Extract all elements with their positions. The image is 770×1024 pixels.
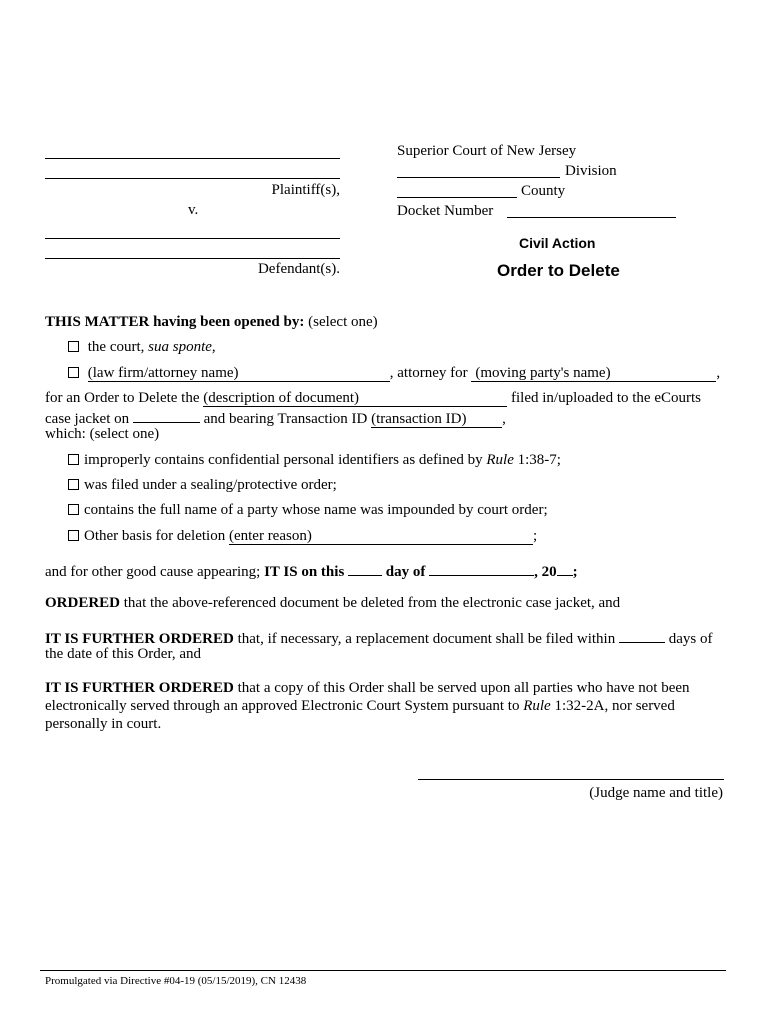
checkbox-reason-4[interactable] xyxy=(68,530,79,541)
transaction-id-field[interactable] xyxy=(371,412,502,428)
reason-4-text-b: ; xyxy=(532,528,538,544)
order-text-3: case jacket on xyxy=(45,411,133,427)
order-text-4: and bearing Transaction ID xyxy=(199,411,372,427)
further-1-lead: IT IS FURTHER ORDERED xyxy=(45,631,234,647)
docket-label: Docket Number xyxy=(397,203,494,219)
order-text-2: filed in/uploaded to the eCourts xyxy=(507,390,701,406)
checkbox-reason-2[interactable] xyxy=(68,479,79,490)
defendant-line-2[interactable] xyxy=(45,258,340,259)
order-line-3: which: (select one) xyxy=(45,426,160,442)
further-2-line-2 xyxy=(45,698,675,715)
docket-field[interactable] xyxy=(507,217,676,218)
division-label: Division xyxy=(565,163,617,179)
reason-1 xyxy=(68,452,561,469)
attorney-name-field[interactable] xyxy=(88,366,390,382)
opening-lead-rest: (select one) xyxy=(304,314,378,330)
judge-signature-line[interactable] xyxy=(418,779,724,780)
option-attorney xyxy=(68,365,720,382)
court-name: Superior Court of New Jersey xyxy=(397,143,577,159)
further-2-line-3: personally in court. xyxy=(45,716,162,732)
checkbox-court[interactable] xyxy=(68,341,79,352)
good-cause-d: , 20 xyxy=(534,564,557,580)
civil-action-label: Civil Action xyxy=(519,235,596,251)
option-court xyxy=(68,339,216,356)
reason-3 xyxy=(68,502,548,519)
further-1-line-2: the date of this Order, and xyxy=(45,646,202,662)
option-court-text-c: , xyxy=(211,339,216,355)
plaintiffs-label: Plaintiff(s), xyxy=(271,182,340,198)
opening-lead xyxy=(45,314,378,331)
plaintiff-line-2[interactable] xyxy=(45,178,340,179)
attorney-for-text: , attorney for xyxy=(389,365,472,381)
ordered-lead: ORDERED xyxy=(45,595,121,611)
checkbox-reason-3[interactable] xyxy=(68,504,79,515)
page-title: Order to Delete xyxy=(497,261,620,280)
further-2-lead: IT IS FURTHER ORDERED xyxy=(45,680,234,696)
other-reason-field[interactable] xyxy=(229,529,533,545)
reason-2 xyxy=(68,477,337,494)
option-court-text-b: sua sponte xyxy=(148,339,212,355)
further-1-line-1 xyxy=(45,628,712,648)
order-line-2 xyxy=(45,408,506,428)
checkbox-attorney[interactable] xyxy=(68,367,79,378)
order-line-1 xyxy=(45,390,701,407)
versus-label: v. xyxy=(188,202,199,218)
day-field[interactable] xyxy=(348,561,382,576)
checkbox-reason-1[interactable] xyxy=(68,454,79,465)
attorney-trailing-comma: , xyxy=(716,365,721,381)
order-text-5: , xyxy=(502,411,506,427)
footer-divider xyxy=(40,970,726,971)
document-description-field[interactable] xyxy=(203,391,507,407)
ordered-paragraph xyxy=(45,595,620,612)
option-court-text-a: the court, xyxy=(87,339,149,355)
further-2-rule: Rule xyxy=(523,698,551,714)
county-field[interactable] xyxy=(397,197,517,198)
ordered-text: that the above-referenced document be deleted from the electronic case jacket, and xyxy=(120,595,621,611)
good-cause-b: IT IS on this xyxy=(264,564,349,580)
transaction-id-placeholder: (transaction ID) xyxy=(371,411,467,427)
judge-signature-label: (Judge name and title) xyxy=(589,785,723,801)
case-jacket-date-field[interactable] xyxy=(133,408,200,423)
further-2-text-b: electronically served through an approved Electronic Court System pursuant to xyxy=(45,698,524,714)
other-reason-placeholder: (enter reason) xyxy=(228,528,312,544)
reason-1-text-a: improperly contains confidential personal identifiers as defined by xyxy=(84,452,487,468)
plaintiff-line-1[interactable] xyxy=(45,158,340,159)
days-field[interactable] xyxy=(619,628,665,643)
good-cause-c: day of xyxy=(382,564,430,580)
further-1-text-b: days of xyxy=(664,631,713,647)
further-2-text-c: 1:32-2A, nor served xyxy=(550,698,675,714)
reason-4 xyxy=(68,528,537,545)
reason-1-rule: Rule xyxy=(486,452,514,468)
opening-lead-bold: THIS MATTER having been opened by: xyxy=(45,314,305,330)
defendants-label: Defendant(s). xyxy=(257,261,340,277)
county-label: County xyxy=(521,183,566,199)
reason-1-text-c: 1:38-7; xyxy=(513,452,561,468)
moving-party-placeholder: (moving party's name) xyxy=(475,365,611,381)
good-cause-line xyxy=(45,561,578,581)
further-1-text-a: that, if necessary, a replacement document shall be filed within xyxy=(233,631,619,647)
further-2-line-1 xyxy=(45,680,690,697)
attorney-name-placeholder: (law firm/attorney name) xyxy=(87,365,239,381)
reason-2-text: was filed under a sealing/protective order; xyxy=(84,477,337,493)
month-field[interactable] xyxy=(429,561,534,576)
year-field[interactable] xyxy=(557,561,573,576)
good-cause-e: ; xyxy=(572,564,578,580)
reason-4-text-a: Other basis for deletion xyxy=(84,528,229,544)
division-field[interactable] xyxy=(397,177,560,178)
document-description-placeholder: (description of document) xyxy=(203,390,360,406)
further-2-text-a: that a copy of this Order shall be served upon all parties who have not been xyxy=(233,680,690,696)
moving-party-field[interactable] xyxy=(471,366,716,382)
order-text-1: for an Order to Delete the xyxy=(45,390,204,406)
good-cause-a: and for other good cause appearing; xyxy=(45,564,265,580)
defendant-line-1[interactable] xyxy=(45,238,340,239)
reason-3-text: contains the full name of a party whose name was impounded by court order; xyxy=(84,502,548,518)
footer-text: Promulgated via Directive #04-19 (05/15/2019), CN 12438 xyxy=(45,975,307,987)
